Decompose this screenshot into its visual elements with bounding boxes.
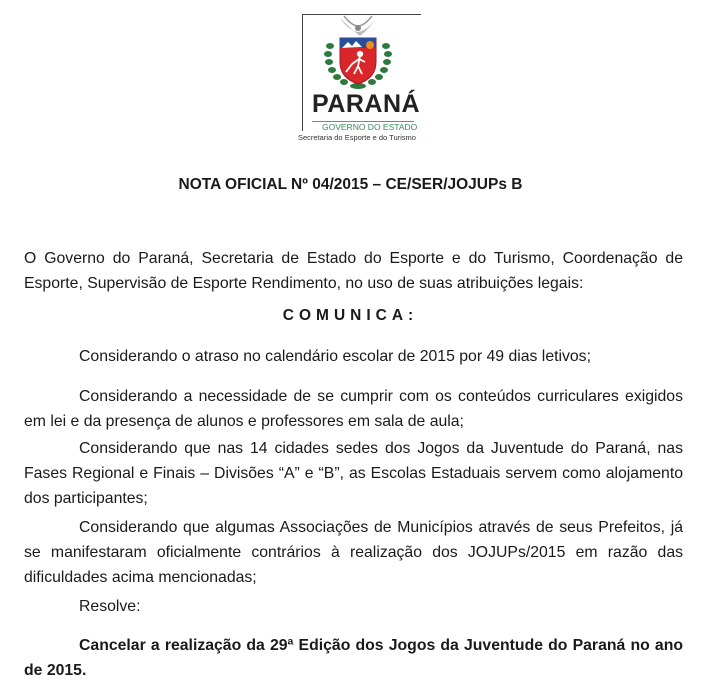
decision-paragraph: Cancelar a realização da 29ª Edição dos Jogos da Juventude do Paraná no ano de 2015. [24, 637, 683, 679]
coat-of-arms-icon [318, 14, 402, 90]
logo-department: Secretaria do Esporte e do Turismo [298, 133, 416, 142]
document-title: NOTA OFICIAL Nº 04/2015 – CE/SER/JOJUPs B [178, 176, 523, 193]
comunica-heading: COMUNICA: [282, 307, 419, 324]
paragraph-2: Considerando a necessidade de se cumprir com os conteúdos curriculares exigidos em lei e da presença de alunos e professores em sala de aula; [24, 388, 683, 430]
paragraph-4: Considerando que algumas Associações de Municípios através de seus Prefeitos, já se manifestaram oficialmente contrários à realização dos JOJUPs/2015 em razão das dificuldades acima mencionadas; [24, 519, 683, 586]
paragraph-3: Considerando que nas 14 cidades sedes dos Jogos da Juventude do Paraná, nas Fases Regional e Finais – Divisões “A” e “B”, as Escolas Estaduais servem como alojamento dos participantes; [24, 440, 683, 507]
paragraph-1: Considerando o atraso no calendário escolar de 2015 por 49 dias letivos; [79, 348, 591, 365]
resolve-label: Resolve: [79, 598, 141, 615]
logo-title: PARANÁ [312, 90, 421, 118]
intro-paragraph: O Governo do Paraná, Secretaria de Estado do Esporte e do Turismo, Coordenação de Esporte, Supervisão de Esporte Rendimento, no uso de suas atribuições legais: [24, 250, 683, 292]
logo-subtitle: GOVERNO DO ESTADO [322, 122, 418, 132]
parana-government-logo [300, 14, 430, 144]
